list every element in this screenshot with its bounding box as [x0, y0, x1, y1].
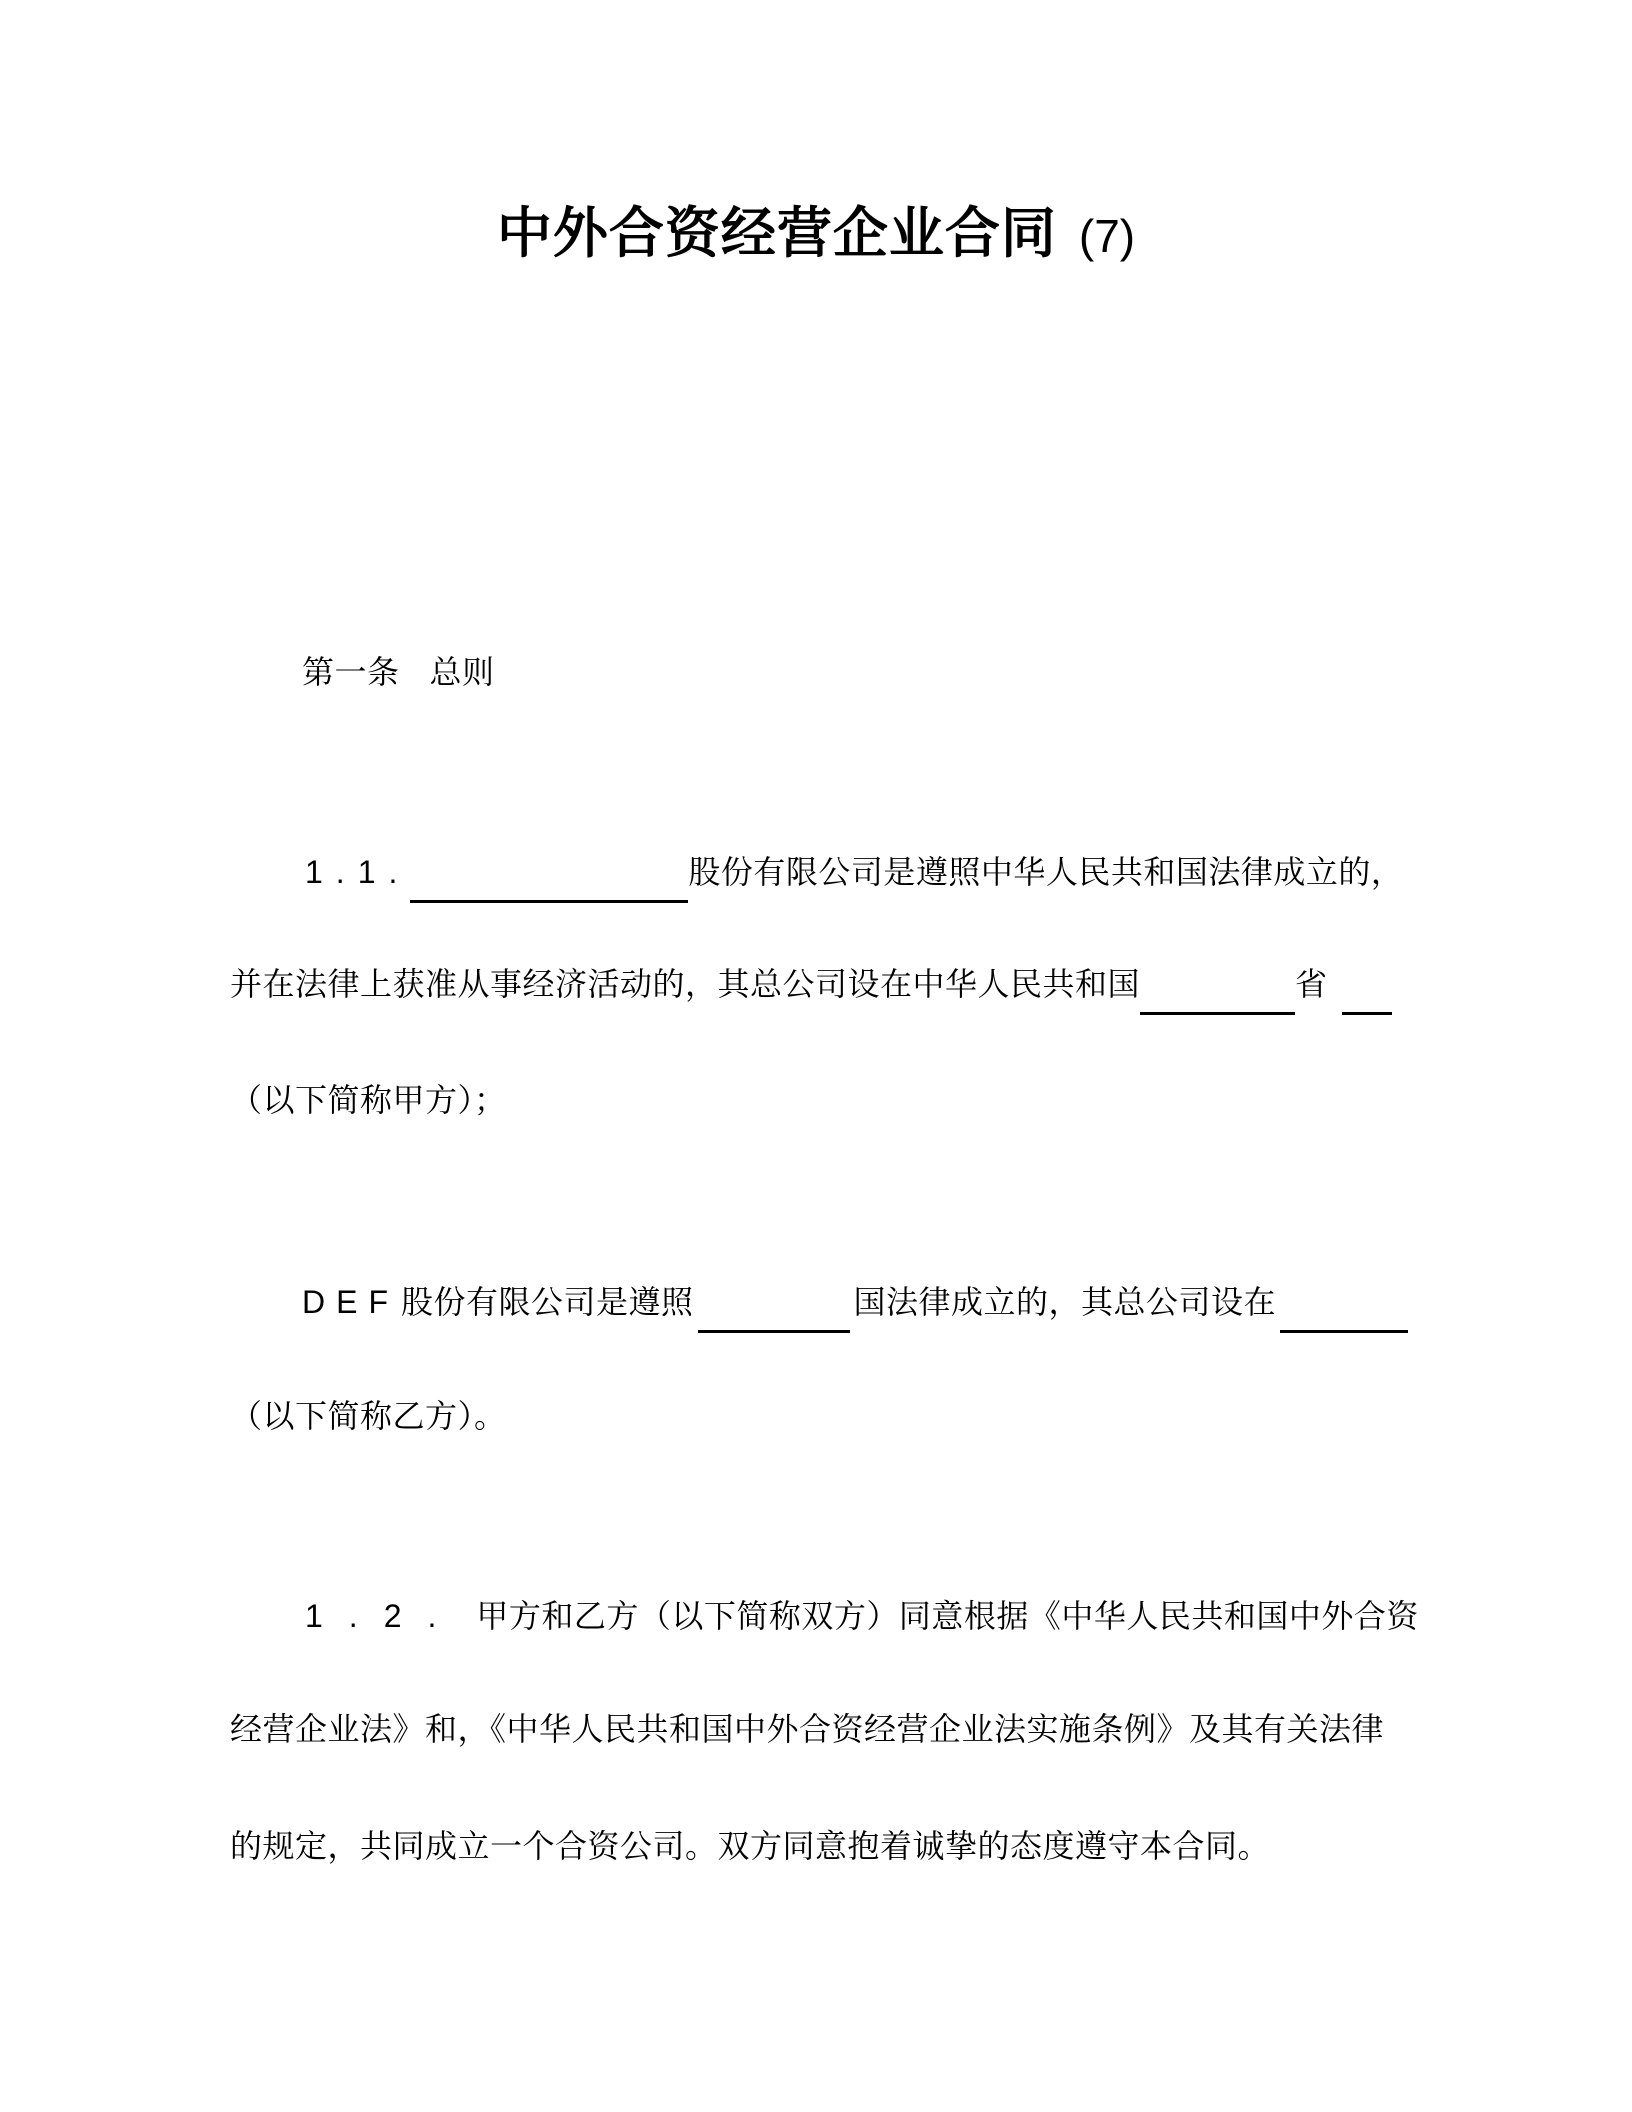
document-title-number: (7): [1078, 210, 1136, 262]
clause-1-2-line2: [230, 1707, 1384, 1751]
blank-underline-company-a-name: [410, 850, 688, 903]
section-name: 总则: [429, 654, 495, 690]
party-b-abbreviation-text: （以下简称乙方）。: [230, 1398, 507, 1434]
clause-1-1-line2: [230, 962, 1392, 1015]
clause-1-1-number: 1.1.: [305, 854, 411, 890]
clause-1-1-line3: [230, 1078, 507, 1122]
blank-underline-city: [1342, 962, 1392, 1015]
clause-1-1-line2-text: 并在法律上获准从事经济活动的，其总公司设在中华人民共和国: [230, 966, 1141, 1002]
clause-1-1-line2-province-label: 省: [1295, 966, 1328, 1002]
blank-underline-province: [1140, 962, 1295, 1015]
party-b-line2: [230, 1394, 507, 1438]
clause-1-2-line1-text: 甲方和乙方（以下简称双方）同意根据《中华人民共和国中外合资: [476, 1598, 1419, 1634]
clause-1-2-number: 1.2.: [305, 1598, 463, 1634]
blank-underline-country: [698, 1280, 850, 1333]
heading-spacer: [400, 650, 430, 660]
party-b-line1: [302, 1280, 1408, 1333]
party-a-abbreviation-text: （以下简称甲方）；: [230, 1082, 507, 1118]
party-b-line1-text-a: 股份有限公司是遵照: [401, 1284, 694, 1320]
clause-1-1-line1: [305, 850, 1403, 903]
section-number: 第一条: [302, 654, 400, 690]
clause-1-2-line1: [305, 1594, 1419, 1638]
party-b-line1-text-b: 国法律成立的，其总公司设在: [853, 1284, 1277, 1320]
clause-1-2-line3-text: 的规定，共同成立一个合资公司。双方同意抱着诚挚的态度遵守本合同。: [230, 1828, 1271, 1864]
clause-1-2-line3: [230, 1824, 1270, 1868]
party-b-company-prefix: DEF: [302, 1284, 399, 1320]
clause-1-1-line1-text: 股份有限公司是遵照中华人民共和国法律成立的，: [688, 854, 1404, 890]
section-heading: [302, 650, 495, 694]
clause-1-2-line2-text: 经营企业法》和，《中华人民共和国中外合资经营企业法实施条例》及其有关法律: [230, 1711, 1385, 1747]
document-title-text: 中外合资经营企业合同: [496, 202, 1057, 264]
blank-underline-headquarters: [1280, 1280, 1408, 1333]
document-title: [0, 197, 1632, 284]
